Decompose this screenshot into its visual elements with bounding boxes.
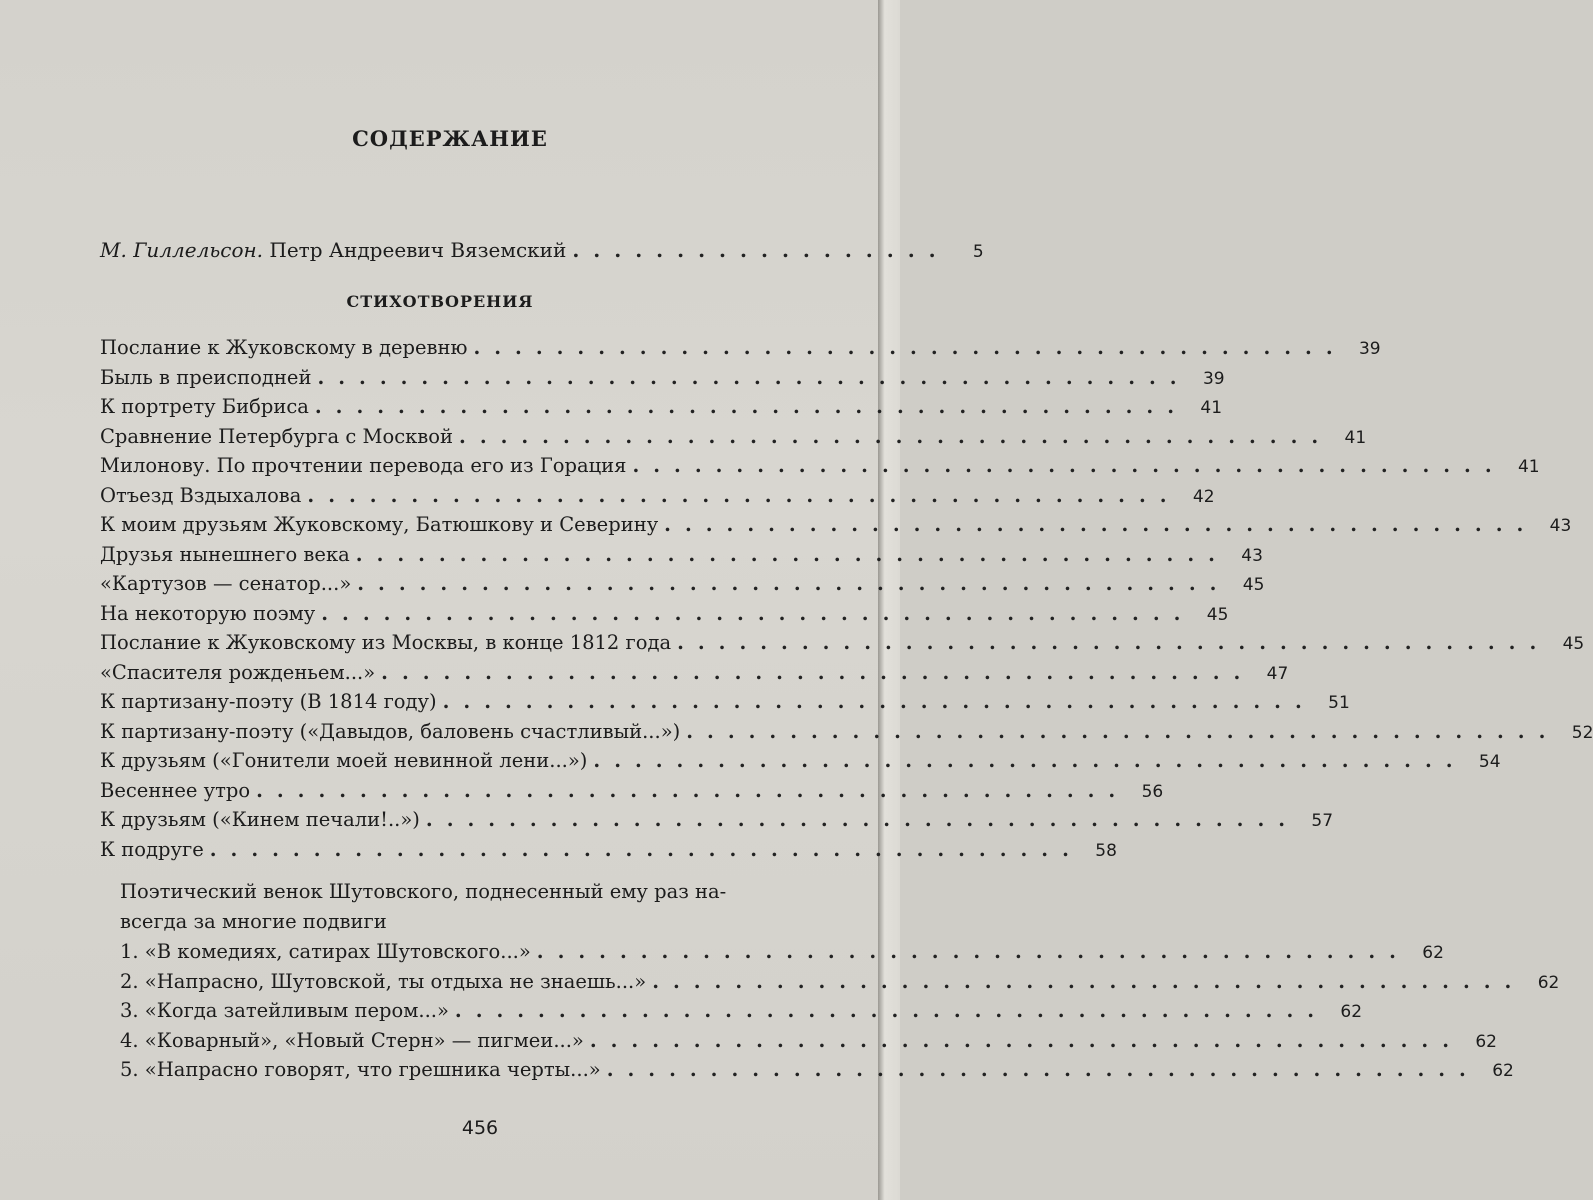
leader-dots: ..........................................	[459, 424, 1333, 448]
toc-entry	[100, 454, 1540, 484]
toc-entry	[100, 395, 1223, 425]
entry-page: 43	[1241, 545, 1263, 566]
page-number: 456	[461, 1117, 499, 1139]
entry-title: Послание к Жуковскому в деревню	[100, 336, 468, 359]
leader-dots: ..........................................	[357, 572, 1231, 595]
entry-title: К друзьям («Гонители моей невинной лени...»)	[100, 749, 588, 772]
intro-page: 5	[972, 242, 984, 262]
entry-page: 62	[1537, 972, 1560, 993]
entry-page: 39	[1358, 339, 1381, 359]
toc-entry	[100, 749, 1501, 779]
leader-dots: ..........................................	[314, 395, 1189, 418]
leader-dots: ..........................................	[664, 513, 1538, 536]
entry-page: 39	[1202, 368, 1225, 389]
toc-entry	[100, 808, 1334, 838]
entry-page: 54	[1478, 752, 1501, 772]
entry-title: Милонову. По прочтении перевода его из Горация	[100, 454, 627, 477]
entry-title: К партизану-поэту (В 1814 году)	[100, 690, 437, 713]
wreath-item	[120, 940, 1444, 970]
entry-title: Сравнение Петербурга с Москвой	[100, 424, 454, 448]
wreath-title-line1: Поэтический венок Шутовского, поднесенный ему раз на-	[120, 880, 727, 903]
entry-page: 45	[1562, 634, 1585, 654]
leader-dots: ..................	[572, 238, 950, 262]
leader-dots: ..........................................	[256, 778, 1130, 802]
toc-entry	[100, 601, 1229, 632]
leader-dots: ..........................................	[307, 483, 1181, 507]
entry-title: Друзья нынешнего века	[100, 542, 350, 566]
toc-entry	[100, 424, 1367, 455]
toc-entry	[100, 365, 1225, 396]
toc-entry	[100, 778, 1164, 809]
leader-dots: ..........................................	[652, 969, 1526, 993]
entry-title: 1. «В комедиях, сатирах Шутовского...»	[120, 940, 531, 963]
toc-entry	[100, 690, 1350, 720]
entry-title: 5. «Напрасно говорят, что грешника черты...»	[120, 1058, 601, 1081]
entry-title: 4. «Коварный», «Новый Стерн» — пигмеи...»	[120, 1028, 584, 1052]
leader-dots: ..........................................	[454, 999, 1329, 1022]
entry-title: «Спасителя рожденьем...»	[100, 660, 376, 684]
toc-entry	[100, 572, 1265, 602]
leader-dots: ..........................................	[209, 837, 1083, 861]
leader-dots: ..........................................	[686, 719, 1560, 743]
entry-title: 2. «Напрасно, Шутовской, ты отдыха не знаешь...»	[120, 969, 647, 993]
entry-title: К партизану-поэту («Давыдов, баловень счастливый...»)	[100, 719, 681, 743]
leader-dots: ..........................................	[632, 454, 1506, 477]
entry-title: Быль в преисподней	[100, 365, 312, 389]
toc-entry	[100, 336, 1381, 366]
leader-dots: ..........................................	[589, 1028, 1463, 1052]
leader-dots: ..........................................	[442, 690, 1316, 713]
entry-page: 43	[1549, 516, 1572, 536]
section-title: СТИХОТВОРЕНИЯ	[346, 292, 534, 311]
entry-page: 62	[1422, 943, 1444, 963]
entry-page: 62	[1492, 1061, 1514, 1081]
entry-title: Весеннее утро	[100, 778, 251, 802]
entry-page: 47	[1266, 663, 1289, 684]
leader-dots: ..........................................	[606, 1058, 1480, 1081]
entry-title: 3. «Когда затейливым пером...»	[120, 999, 449, 1022]
toc-entry	[100, 542, 1263, 573]
leader-dots: ..........................................	[536, 940, 1410, 963]
wreath-item	[120, 1058, 1514, 1088]
leader-dots: ..........................................	[355, 542, 1229, 566]
entry-page: 45	[1206, 604, 1229, 625]
entry-title: Послание к Жуковскому из Москвы, в конце 1812 года	[100, 631, 672, 654]
entry-page: 41	[1344, 427, 1367, 448]
toc-entry	[100, 631, 1585, 661]
intro-author: М. Гиллельсон.	[100, 238, 264, 262]
wreath-item	[120, 1028, 1497, 1059]
leader-dots: ..........................................	[677, 631, 1551, 654]
leader-dots: ..........................................	[473, 336, 1347, 359]
entry-page: 51	[1328, 693, 1350, 713]
leader-dots: ..........................................	[317, 365, 1191, 389]
wreath-item	[120, 999, 1363, 1029]
entry-page: 45	[1242, 575, 1265, 595]
entry-page: 56	[1141, 781, 1164, 802]
entry-page: 58	[1095, 840, 1117, 861]
entry-title: На некоторую поэму	[100, 601, 316, 625]
toc-entry	[100, 483, 1215, 514]
leader-dots: ..........................................	[593, 749, 1467, 772]
entry-page: 41	[1200, 398, 1223, 418]
wreath-item	[120, 969, 1560, 1000]
leader-dots: ..........................................	[321, 601, 1195, 625]
entry-title: Отъезд Вздыхалова	[100, 483, 302, 507]
entry-page: 42	[1192, 486, 1215, 507]
wreath-title-line2: всегда за многие подвиги	[120, 910, 387, 933]
entry-title: К друзьям («Кинем печали!..»)	[100, 808, 420, 831]
leader-dots: ..........................................	[381, 660, 1255, 684]
entry-page: 52	[1571, 722, 1593, 743]
intro-title: Петр Андреевич Вяземский	[269, 238, 567, 262]
entry-title: «Картузов — сенатор...»	[100, 572, 352, 595]
toc-entry	[100, 719, 1593, 750]
contents-title: СОДЕРЖАНИЕ	[352, 126, 548, 151]
entry-page: 41	[1517, 457, 1540, 477]
entry-title: К подруге	[100, 837, 204, 861]
leader-dots: ..........................................	[425, 808, 1300, 831]
entry-title: К моим друзьям Жуковскому, Батюшкову и Северину	[100, 513, 659, 536]
entry-page: 62	[1475, 1031, 1497, 1052]
toc-entry	[100, 837, 1117, 868]
toc-entry	[100, 660, 1289, 691]
intro-entry	[100, 238, 984, 268]
toc-entry	[100, 513, 1572, 543]
entry-title: К портрету Бибриса	[100, 395, 309, 418]
entry-page: 62	[1340, 1002, 1363, 1022]
entry-page: 57	[1311, 811, 1334, 831]
